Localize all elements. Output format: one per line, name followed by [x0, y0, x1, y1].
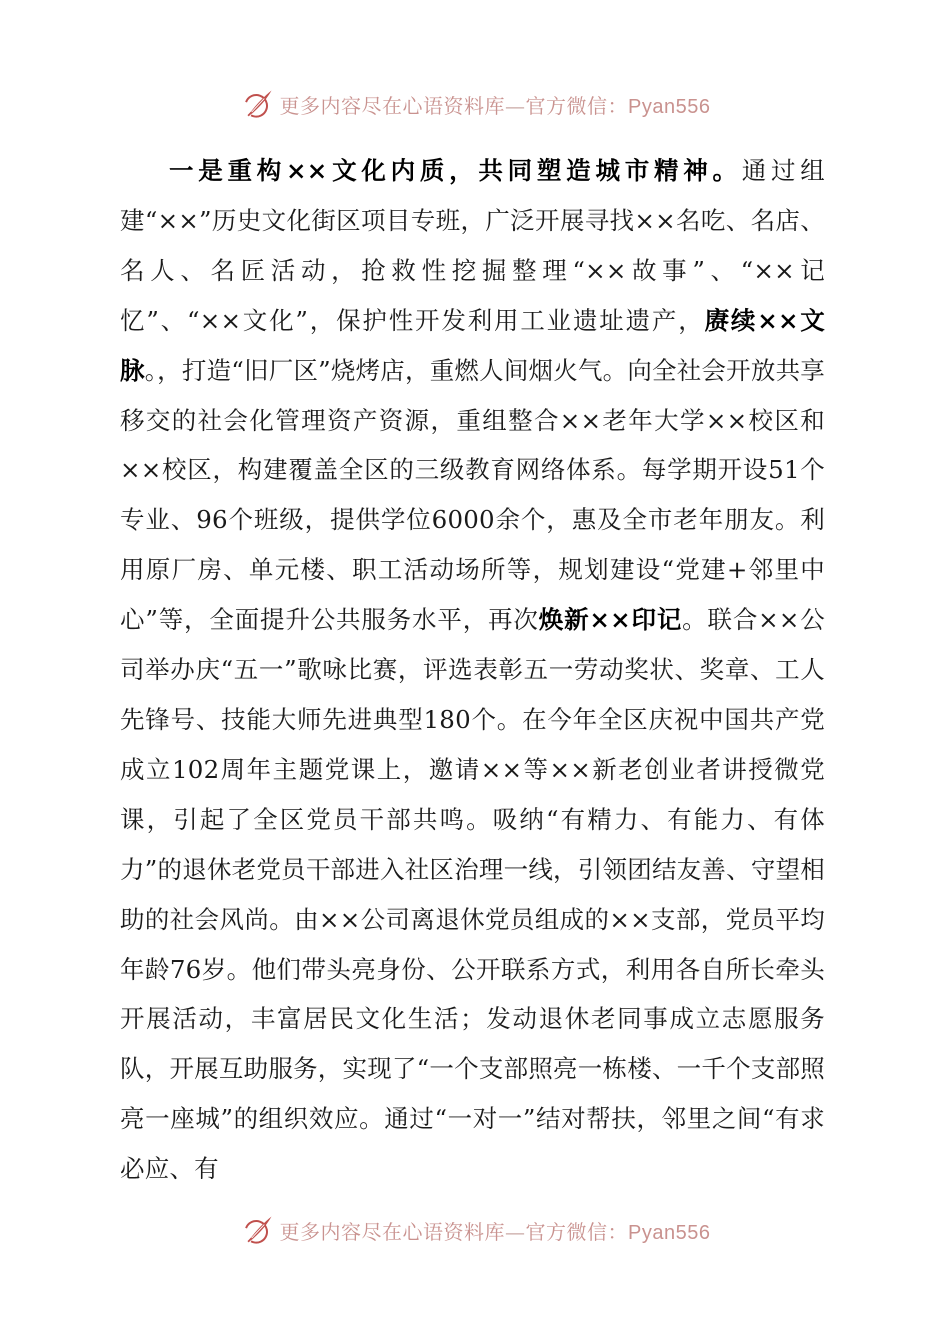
document-paragraph — [120, 146, 825, 1194]
paragraph-text-3: 。联合××公司举办庆“五一”歌咏比赛，评选表彰五一劳动奖状、奖章、工人先锋号、技能大师先进典型180个。在今年全区庆祝中国共产党成立102周年主题党课上，邀请××等××新老创业者讲授微党课，引起了全区党员干部共鸣。吸纳“有精力、有能力、有体力”的退休老党员干部进入社区治理一线，引领团结友善、守望相助的社会风尚。由××公司离退休党员组成的××支部，党员平均年龄76岁。他们带头亮身份、公开联系方式，利用各自所长牵头开展活动，丰富居民文化生活；发动退休老同事成立志愿服务队，开展互助服务，实现了“一个支部照亮一栋楼、一千个支部照亮一座城”的组织效应。通过“一对一”结对帮扶，邻里之间“有求必应、有 — [120, 605, 825, 1184]
watermark-dash: — — [505, 93, 526, 118]
watermark-wechat-id: Pyan556 — [628, 1221, 711, 1244]
quill-pen-logo-icon — [240, 86, 276, 122]
header-watermark-banner — [0, 84, 950, 124]
watermark-brand: 更多内容尽在心语资料库 — [279, 93, 506, 118]
watermark-text — [280, 1216, 711, 1245]
watermark-wechat-label: 官方微信： — [525, 1219, 629, 1244]
paragraph-text-1: 通过组建“××”历史文化街区项目专班，广泛开展寻找××名吃、名店、名人、名匠活动，抢救性挖掘整理“××故事”、“××记忆”、“××文化”，保护性开发利用工业遗址遗产， — [120, 156, 825, 335]
watermark-dash: — — [505, 1219, 526, 1244]
paragraph-text-2: 。，打造“旧厂区”烧烤店，重燃人间烟火气。向全社会开放共享移交的社会化管理资产资源，重组整合××老年大学××校区和××校区，构建覆盖全区的三级教育网络体系。每学期开设51个专业、96个班级，提供学位6000余个，惠及全市老年朋友。利用原厂房、单元楼、职工活动场所等，规划建设“党建+邻里中心”等，全面提升公共服务水平，再次 — [120, 355, 825, 635]
quill-pen-logo-icon — [240, 1212, 276, 1248]
watermark-text — [280, 90, 711, 119]
emphasis-renew-imprint: 焕新××印记 — [538, 605, 683, 635]
watermark-wechat-id: Pyan556 — [628, 95, 711, 118]
footer-watermark-banner — [0, 1210, 950, 1250]
paragraph-lead-heading: 一是重构××文化内质，共同塑造城市精神。 — [169, 156, 742, 185]
watermark-wechat-label: 官方微信： — [525, 93, 629, 118]
watermark-brand: 更多内容尽在心语资料库 — [279, 1219, 506, 1244]
emphasis-inherit-culture: 赓续××文脉 — [120, 305, 825, 385]
